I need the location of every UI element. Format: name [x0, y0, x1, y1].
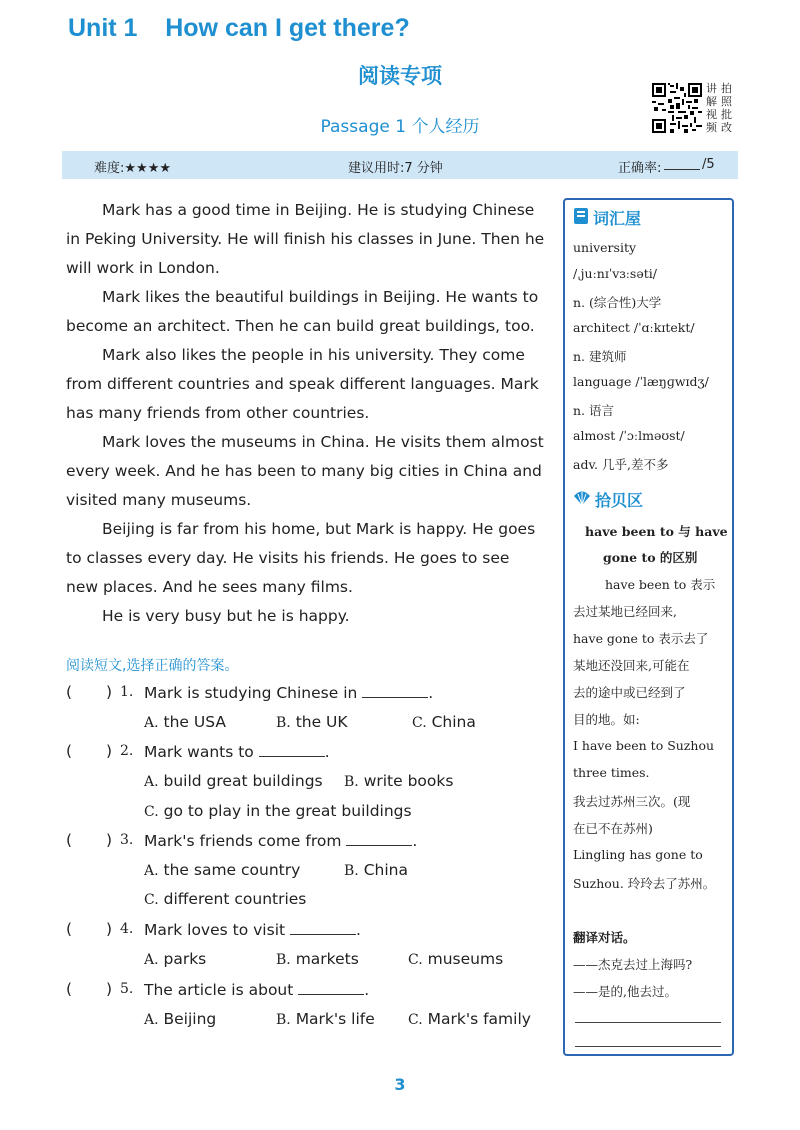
- vocab-phonetic: /ˌjuːnɪˈvɜːsəti/: [573, 266, 657, 281]
- shell-line: 某地还没回来,可能在: [573, 658, 690, 673]
- accuracy-label: 正确率:: [618, 161, 662, 176]
- translate-line: ——杰克去过上海吗?: [573, 957, 693, 972]
- question-text: Mark loves to visit .: [144, 921, 361, 939]
- vocab-meaning: adv. 几乎,差不多: [573, 457, 669, 472]
- passage-paragraph: Mark loves the museums in China. He visits them almost every week. And he has been to many big cities in China and visited many museums.: [66, 433, 544, 509]
- shell-line: have gone to 表示去了: [573, 631, 709, 646]
- shell-line: three times.: [573, 765, 650, 780]
- unit-title: Unit 1 How can I get there?: [68, 14, 410, 42]
- passage-paragraph: Mark has a good time in Beijing. He is studying Chinese in Peking University. He will finish his classes in June. Then he will work in London.: [66, 201, 545, 277]
- vocab-meaning: n. 建筑师: [573, 349, 627, 364]
- question-number: 3.: [120, 832, 134, 848]
- translate-line: ——是的,他去过。: [573, 984, 677, 999]
- option-b[interactable]: B. the UK: [276, 713, 348, 731]
- accuracy-suffix: /5: [702, 157, 715, 172]
- shell-line: I have been to Suzhou: [573, 738, 715, 753]
- section-title: 阅读专项: [358, 64, 442, 88]
- answer-paren-open[interactable]: (: [66, 742, 73, 760]
- answer-blank: [290, 920, 356, 935]
- option-b[interactable]: B. markets: [276, 950, 359, 968]
- question-instructions: 阅读短文,选择正确的答案。: [66, 658, 239, 674]
- shell-line: 我去过苏州三次。(现: [573, 794, 691, 809]
- qr-caption-char: 照: [721, 95, 732, 108]
- question-number: 4.: [120, 921, 134, 937]
- shell-heading: 拾贝区: [573, 488, 643, 511]
- answer-blank: [362, 683, 428, 698]
- qr-caption-char: 视: [706, 108, 717, 121]
- info-bar: [62, 151, 738, 179]
- qr-code-icon[interactable]: [652, 83, 702, 133]
- reading-passage: [66, 196, 546, 631]
- answer-paren-close: ): [106, 742, 113, 760]
- answer-paren-close: ): [106, 683, 113, 701]
- translate-heading: 翻译对话。: [573, 930, 636, 945]
- qr-caption-char: 批: [721, 108, 732, 121]
- option-b[interactable]: B. China: [344, 861, 408, 879]
- qr-caption: [706, 82, 736, 134]
- shell-line: Suzhou. 玲玲去了苏州。: [573, 876, 716, 891]
- passage-paragraph: He is very busy but he is happy.: [102, 607, 350, 625]
- answer-blank: [259, 742, 325, 757]
- question-number: 1.: [120, 684, 134, 700]
- option-a[interactable]: A. the same country: [144, 861, 301, 879]
- answer-paren-open[interactable]: (: [66, 980, 73, 998]
- answer-paren-open[interactable]: (: [66, 920, 73, 938]
- option-b[interactable]: B. Mark's life: [276, 1010, 375, 1028]
- sidebar-panel: [563, 198, 734, 1056]
- option-b[interactable]: B. write books: [344, 772, 454, 790]
- option-c[interactable]: C. museums: [408, 950, 504, 968]
- option-a[interactable]: A. the USA: [144, 713, 226, 731]
- answer-paren-open[interactable]: (: [66, 831, 73, 849]
- question-text: Mark wants to .: [144, 743, 330, 761]
- option-c[interactable]: C. different countries: [144, 890, 307, 908]
- vocab-word: university: [573, 240, 637, 255]
- answer-paren-close: ): [106, 831, 113, 849]
- qr-caption-char: 解: [706, 95, 717, 108]
- translate-answer-line[interactable]: [575, 1022, 721, 1023]
- page-number: 3: [394, 1075, 406, 1094]
- answer-paren-open[interactable]: (: [66, 683, 73, 701]
- shell-line: 目的地。如:: [573, 712, 640, 727]
- question-number: 5.: [120, 981, 134, 997]
- answer-blank: [298, 980, 364, 995]
- answer-blank: [346, 831, 412, 846]
- passage-paragraph: Mark likes the beautiful buildings in Beijing. He wants to become an architect. Then he can build great buildings, too.: [66, 288, 539, 335]
- shell-line: 去的途中或已经到了: [573, 685, 686, 700]
- shell-icon: [573, 490, 591, 510]
- suggested-time: 建议用时:7 分钟: [348, 161, 443, 176]
- vocab-meaning: n. (综合性)大学: [573, 295, 662, 310]
- option-c[interactable]: C. Mark's family: [408, 1010, 531, 1028]
- shell-line: 去过某地已经回来,: [573, 604, 677, 619]
- difficulty-rating: 难度:★★★★: [94, 161, 171, 176]
- option-c[interactable]: C. go to play in the great buildings: [144, 802, 412, 820]
- qr-caption-char: 改: [721, 121, 732, 134]
- question-number: 2.: [120, 743, 134, 759]
- shell-line: 在已不在苏州): [573, 821, 653, 836]
- passage-paragraph: Beijing is far from his home, but Mark is happy. He goes to classes every day. He visits his friends. He goes to see new places. And he sees many films.: [66, 520, 536, 596]
- option-c[interactable]: C. China: [412, 713, 476, 731]
- answer-paren-close: ): [106, 980, 113, 998]
- question-text: Mark's friends come from .: [144, 832, 418, 850]
- vocab-word: language /ˈlæŋɡwɪdʒ/: [573, 374, 709, 389]
- shell-line: have been to 表示: [605, 577, 716, 592]
- vocab-word: architect /ˈɑːkɪtekt/: [573, 320, 695, 335]
- passage-title: Passage 1 个人经历: [320, 117, 480, 137]
- vocab-word: almost /ˈɔːlməʊst/: [573, 428, 685, 443]
- passage-paragraph: Mark also likes the people in his university. They come from different countries and speak different languages. Mark has many friends from other countries.: [66, 346, 539, 422]
- shell-title: have been to 与 have: [585, 524, 728, 539]
- translate-answer-line[interactable]: [575, 1046, 721, 1047]
- option-a[interactable]: A. build great buildings: [144, 772, 323, 790]
- vocab-meaning: n. 语言: [573, 403, 614, 418]
- shell-line: Lingling has gone to: [573, 847, 703, 862]
- qr-caption-char: 频: [706, 121, 717, 134]
- shell-title: gone to 的区别: [603, 550, 698, 565]
- option-a[interactable]: A. Beijing: [144, 1010, 217, 1028]
- option-a[interactable]: A. parks: [144, 950, 207, 968]
- question-text: The article is about .: [144, 981, 370, 999]
- qr-caption-char: 拍: [721, 82, 732, 95]
- accuracy-blank[interactable]: [664, 169, 700, 170]
- answer-paren-close: ): [106, 920, 113, 938]
- vocab-heading: 词汇屋: [573, 206, 641, 229]
- qr-caption-char: 讲: [706, 82, 717, 95]
- question-text: Mark is studying Chinese in .: [144, 684, 434, 702]
- bookmark-icon: [573, 207, 589, 229]
